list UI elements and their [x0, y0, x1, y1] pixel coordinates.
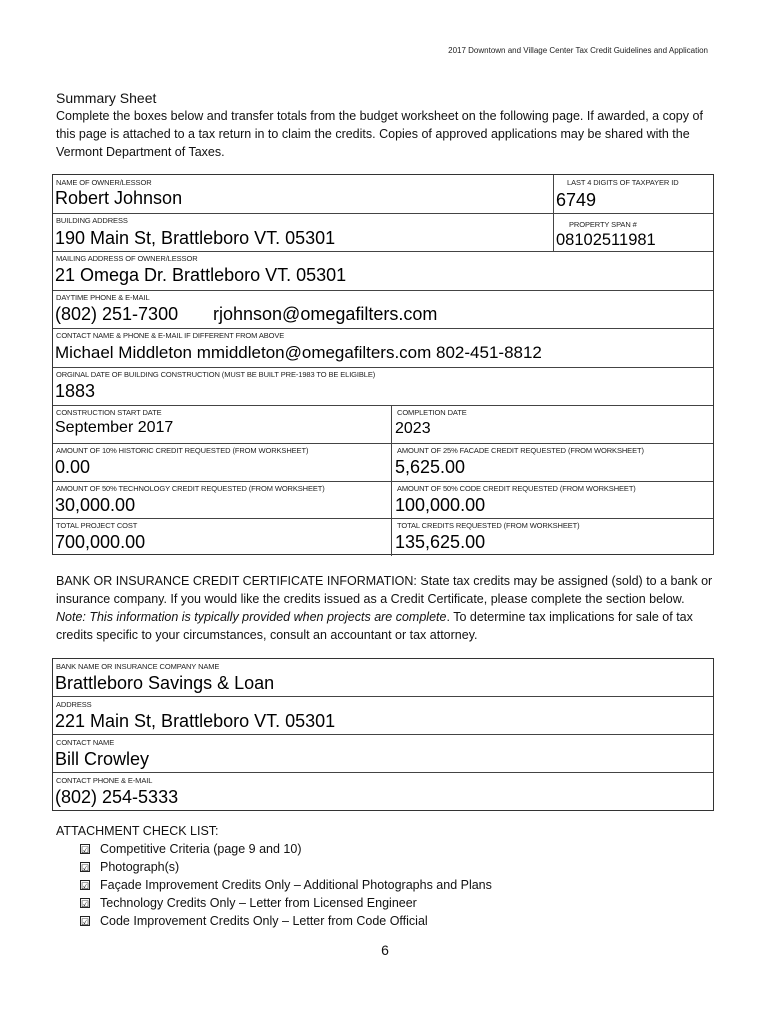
total-cost-field[interactable]: 700,000.00: [55, 532, 146, 552]
checklist-title: ATTACHMENT CHECK LIST:: [56, 824, 219, 838]
phone-label: DAYTIME PHONE & E-MAIL: [56, 293, 150, 302]
total-cost-label: TOTAL PROJECT COST: [56, 521, 138, 530]
checklist-item[interactable]: [80, 912, 492, 930]
checklist-item-label: Technology Credits Only – Letter from Licensed Engineer: [100, 896, 417, 910]
completion-label: COMPLETION DATE: [397, 408, 467, 417]
row-divider: [53, 444, 713, 482]
summary-form: [52, 174, 714, 555]
row-divider: [53, 291, 713, 329]
bank-address-label: ADDRESS: [56, 700, 92, 709]
taxpayer-label: LAST 4 DIGITS OF TAXPAYER ID: [567, 178, 679, 187]
facade-credit-label: AMOUNT OF 25% FACADE CREDIT REQUESTED (FROM WORKSHEET): [397, 446, 644, 455]
row-divider: [53, 252, 713, 291]
owner-label: NAME OF OWNER/LESSOR: [56, 178, 152, 187]
start-date-label: CONSTRUCTION START DATE: [56, 408, 162, 417]
bank-form: [52, 658, 714, 811]
checkbox-checked-icon[interactable]: ☑: [81, 863, 90, 873]
owner-field[interactable]: Robert Johnson: [55, 188, 183, 208]
historic-credit-label: AMOUNT OF 10% HISTORIC CREDIT REQUESTED (FROM WORKSHEET): [56, 446, 309, 455]
row-divider: [53, 482, 713, 519]
intro-paragraph: Complete the boxes below and transfer totals from the budget worksheet on the following page. If awarded, a copy of this page is attached to a tax return in to claim the credits. Copies of approved applications may be shared with the Vermont Department of Taxes.: [56, 109, 703, 159]
checkbox-checked-icon[interactable]: ☑: [81, 917, 90, 927]
bank-contact-label: CONTACT NAME: [56, 738, 115, 747]
span-field[interactable]: 08102511981: [556, 231, 656, 249]
bank-info-note: Note: This information is typically provided when projects are complete: [56, 610, 447, 624]
checklist-item-label: Façade Improvement Credits Only – Additional Photographs and Plans: [100, 878, 492, 892]
taxpayer-field[interactable]: 6749: [556, 190, 597, 210]
span-label: PROPERTY SPAN #: [569, 220, 637, 229]
checklist-item[interactable]: [80, 876, 492, 894]
page-header: 2017 Downtown and Village Center Tax Credit Guidelines and Application: [448, 46, 708, 55]
bank-phone-label: CONTACT PHONE & E-MAIL: [56, 776, 153, 785]
email-field[interactable]: rjohnson@omegafilters.com: [213, 304, 438, 324]
total-credits-label: TOTAL CREDITS REQUESTED (FROM WORKSHEET): [397, 521, 580, 530]
code-credit-field[interactable]: 100,000.00: [395, 495, 486, 515]
bank-name-label: BANK NAME OR INSURANCE COMPANY NAME: [56, 662, 220, 671]
checklist-item-label: Code Improvement Credits Only – Letter from Code Official: [100, 914, 428, 928]
technology-credit-field[interactable]: 30,000.00: [55, 495, 136, 515]
row-divider: [53, 735, 713, 773]
building-label: BUILDING ADDRESS: [56, 216, 128, 225]
checkbox-checked-icon[interactable]: ☑: [81, 899, 90, 909]
bank-phone-field[interactable]: (802) 254-5333: [55, 787, 179, 807]
facade-credit-field[interactable]: 5,625.00: [395, 457, 466, 477]
row-divider: [53, 329, 713, 368]
checkbox-checked-icon[interactable]: ☑: [81, 845, 90, 855]
row-divider: [53, 659, 713, 697]
start-date-field[interactable]: September 2017: [55, 419, 174, 436]
bank-info-text: State tax credits may be assigned (sold) to a bank or insurance company. If you would like the credits issued as a Credit Certificate, please complete the section below.: [56, 574, 713, 606]
checkbox-checked-icon[interactable]: ☑: [81, 881, 90, 891]
checklist-item[interactable]: [80, 894, 492, 912]
bank-address-field[interactable]: 221 Main St, Brattleboro VT. 05301: [55, 711, 336, 731]
row-divider: [53, 368, 713, 406]
checklist-item[interactable]: [80, 858, 492, 876]
building-field[interactable]: 190 Main St, Brattleboro VT. 05301: [55, 228, 336, 248]
bank-name-field[interactable]: Brattleboro Savings & Loan: [55, 673, 275, 693]
contact-label: CONTACT NAME & PHONE & E-MAIL IF DIFFERENT FROM ABOVE: [56, 331, 285, 340]
contact-field[interactable]: Michael Middleton mmiddleton@omegafilters.com 802-451-8812: [55, 343, 542, 362]
phone-field[interactable]: (802) 251-7300: [55, 304, 179, 324]
checklist-item[interactable]: [80, 840, 492, 858]
row-divider: [53, 697, 713, 735]
row-divider: [53, 214, 713, 252]
bank-info-text-end: . To determine tax implications for sale of tax credits specific to your circumstances, consult an accountant or tax attorney.: [56, 610, 693, 642]
row-divider: [53, 406, 713, 444]
attachment-checklist: [56, 822, 492, 930]
completion-field[interactable]: 2023: [395, 420, 431, 437]
historic-credit-field[interactable]: 0.00: [55, 457, 91, 477]
bank-contact-field[interactable]: Bill Crowley: [55, 749, 150, 769]
page-title: Summary Sheet: [56, 90, 157, 106]
code-credit-label: AMOUNT OF 50% CODE CREDIT REQUESTED (FROM WORKSHEET): [397, 484, 636, 493]
page-number: 6: [381, 942, 389, 958]
bank-info-paragraph: [56, 572, 716, 644]
mailing-field[interactable]: 21 Omega Dr. Brattleboro VT. 05301: [55, 265, 347, 285]
orig-date-label: ORGINAL DATE OF BUILDING CONSTRUCTION (MUST BE BUILT PRE-1983 TO BE ELIGIBLE): [56, 370, 376, 379]
orig-date-field[interactable]: 1883: [55, 381, 96, 401]
mailing-label: MAILING ADDRESS OF OWNER/LESSOR: [56, 254, 198, 263]
bank-info-heading: BANK OR INSURANCE CREDIT CERTIFICATE INFORMATION:: [56, 574, 417, 588]
checklist-item-label: Photograph(s): [100, 860, 180, 874]
total-credits-field[interactable]: 135,625.00: [395, 532, 486, 552]
row-divider: [53, 175, 713, 214]
checklist-item-label: Competitive Criteria (page 9 and 10): [100, 842, 302, 856]
technology-credit-label: AMOUNT OF 50% TECHNOLOGY CREDIT REQUESTED (FROM WORKSHEET): [56, 484, 325, 493]
